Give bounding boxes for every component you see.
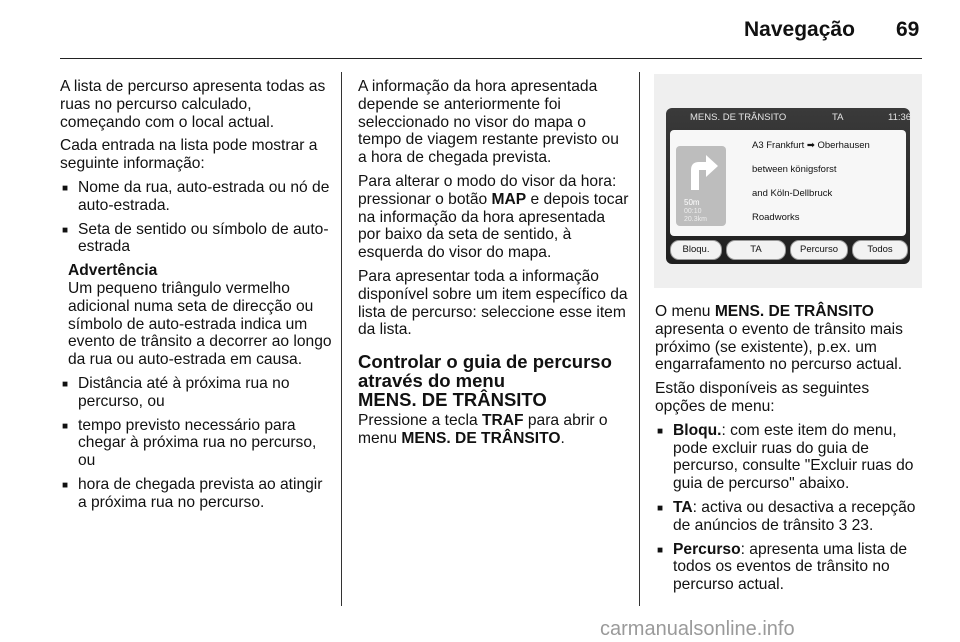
text-run: Pressione a tecla	[358, 412, 482, 430]
traffic-line-1: A3 Frankfurt ➡ Oberhausen	[752, 140, 870, 151]
km-value: 20.3km	[684, 216, 707, 223]
warning-text: Um pequeno triângulo vermelho adicional numa seta de direcção ou símbolo de auto-estrada indica um evento de trânsito a decorrer ao longo da rua ou auto-estrada em causa.	[68, 279, 332, 369]
list-item: ■ tempo previsto necessário para chegar à próxima rua no percurso, ou	[60, 417, 332, 470]
list-item	[655, 499, 923, 535]
menu-ref: MENS. DE TRÂNSITO	[401, 429, 561, 447]
section-heading-sub: MENS. DE TRÂNSITO	[358, 389, 547, 411]
menu-ref: MENS. DE TRÂNSITO	[714, 303, 874, 320]
list-item	[655, 541, 923, 594]
options-list	[655, 422, 923, 594]
todos-button[interactable]: Todos	[852, 240, 908, 260]
text-run: : com este item do menu, pode excluir ruas do guia de percurso, consulte "Excluir ruas do guia de percurso" abaixo.	[673, 421, 914, 493]
list-item: ■ Seta de sentido ou símbolo de auto-estrada	[60, 221, 332, 257]
text-run: : activa ou desactiva a recepção de anúncios de trânsito	[673, 498, 916, 534]
list-item: ■ Nome da rua, auto-estrada ou nó de auto-estrada.	[60, 179, 332, 215]
map-button-ref: MAP	[491, 190, 527, 208]
display-time: 11:36	[888, 112, 912, 123]
text-run: Para alterar o modo do visor da hora: pressionar o botão	[358, 172, 617, 208]
direction-arrow-box	[676, 146, 726, 226]
header-title: Navegação	[744, 18, 855, 41]
info-list	[60, 179, 332, 256]
traffic-line-4: Roadworks	[752, 212, 800, 223]
page-ref-arrow-icon: 3	[838, 516, 848, 534]
display-body	[670, 130, 906, 236]
display-top-bar	[666, 108, 910, 128]
text-run: 23.	[847, 516, 874, 534]
text-run: e depois tocar na informação da hora apresentada por baixo da seta de sentido, à esquerda do visor do mapa.	[358, 190, 629, 262]
info-list	[60, 375, 332, 512]
paragraph: Para apresentar toda a informação disponível sobre um item específico da lista de percurso: seleccione esse item da lista.	[358, 267, 628, 339]
bloqu-button[interactable]: Bloqu.	[670, 240, 722, 260]
distance-value: 50m	[684, 198, 700, 207]
display-frame	[666, 108, 910, 264]
paragraph: Cada entrada na lista pode mostrar a seguinte informação:	[60, 137, 318, 173]
percurso-button[interactable]: Percurso	[790, 240, 848, 260]
text-run: para abrir o menu	[358, 412, 608, 447]
header-rule	[60, 58, 922, 59]
column-2	[358, 78, 630, 454]
column-1	[60, 78, 332, 518]
traffic-line-2: between königsforst	[752, 164, 837, 175]
list-item	[655, 422, 923, 493]
text-run: : apresenta uma lista de todos os eventos de trânsito no percurso actual.	[673, 540, 908, 594]
paragraph: A informação da hora apresentada depende se anteriormente foi seleccionado no visor do mapa o tempo de viagem restante previsto ou a hora de chegada prevista.	[358, 78, 619, 167]
watermark: carmanualsonline.info	[600, 618, 795, 640]
option-name: Percurso	[673, 540, 741, 558]
traffic-menu-screenshot	[654, 74, 922, 288]
traf-key-ref: TRAF	[481, 412, 524, 430]
paragraph: A lista de percurso apresenta todas as ruas no percurso calculado, começando com o local actual.	[60, 78, 326, 131]
ta-button[interactable]: TA	[726, 240, 786, 260]
column-divider-1	[341, 72, 342, 606]
page-number: 69	[896, 18, 920, 41]
option-name: TA	[673, 498, 693, 516]
text-run: .	[560, 429, 565, 447]
column-divider-2	[639, 72, 640, 606]
text-run: O menu	[655, 303, 715, 320]
paragraph	[358, 173, 630, 262]
paragraph	[358, 412, 630, 448]
warning-title: Advertência	[68, 262, 158, 280]
time-value: 00:10	[684, 208, 702, 215]
paragraph: Estão disponíveis as seguintes opções de menu:	[655, 380, 870, 415]
display-ta: TA	[832, 112, 844, 123]
section-heading: Controlar o guia de percurso através do menu	[358, 351, 612, 392]
option-name: Bloqu.	[673, 421, 722, 439]
traffic-line-3: and Köln-Dellbruck	[752, 188, 833, 199]
display-title: MENS. DE TRÂNSITO	[690, 112, 787, 123]
turn-right-arrow-icon	[676, 146, 726, 196]
list-item: ■ Distância até à próxima rua no percurso, ou	[60, 375, 332, 411]
warning-box	[60, 262, 332, 369]
list-item: ■ hora de chegada prevista ao atingir a próxima rua no percurso.	[60, 476, 332, 512]
text-run: apresenta o evento de trânsito mais próximo (se existente), p.ex. um engarrafamento no percurso actual.	[655, 320, 903, 374]
column-3	[655, 303, 923, 600]
paragraph	[655, 303, 923, 374]
